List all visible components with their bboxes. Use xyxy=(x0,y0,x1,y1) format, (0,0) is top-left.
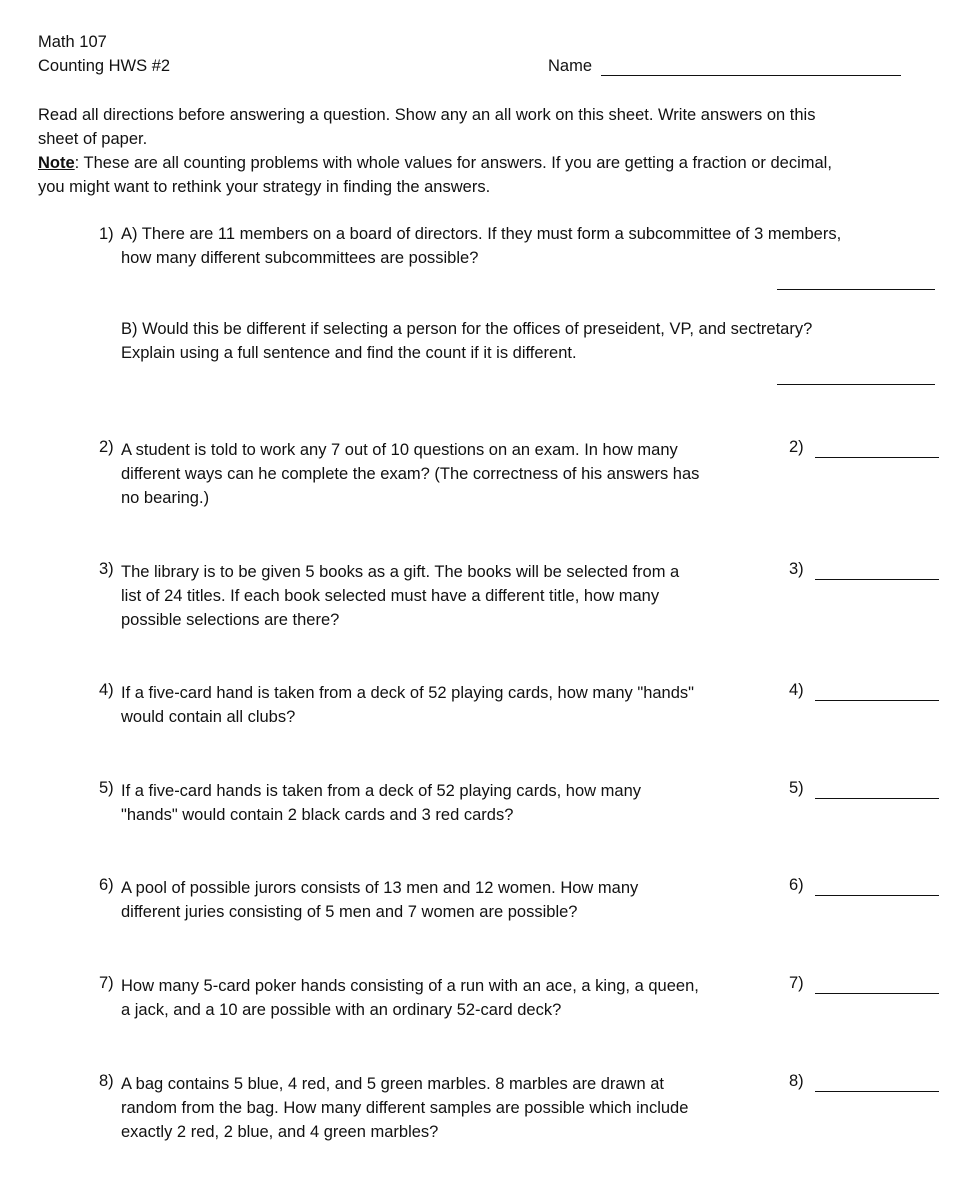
question-2-text xyxy=(121,438,699,510)
name-label: Name xyxy=(548,57,593,75)
question-2-line-3: no bearing.) xyxy=(121,489,210,507)
question-4-text xyxy=(121,681,694,729)
answer-label-7: 7) xyxy=(789,974,804,992)
answer-label-3: 3) xyxy=(789,560,804,578)
question-3-line-1: The library is to be given 5 books as a gift. The books will be selected from a xyxy=(121,563,680,581)
answer-label-5: 5) xyxy=(789,779,804,797)
answer-line-1a[interactable] xyxy=(777,289,935,290)
answer-label-8: 8) xyxy=(789,1072,804,1090)
question-5-text xyxy=(121,779,641,827)
answer-label-4: 4) xyxy=(789,681,804,699)
question-1-number: 1) xyxy=(99,225,114,243)
question-6-line-2: different juries consisting of 5 men and 7 women are possible? xyxy=(121,903,578,921)
question-2-line-1: A student is told to work any 7 out of 10 questions on an exam. In how many xyxy=(121,441,678,459)
directions-line-2: sheet of paper. xyxy=(38,130,148,148)
answer-label-6: 6) xyxy=(789,876,804,894)
question-4-number: 4) xyxy=(99,681,114,699)
note-label: Note xyxy=(38,154,75,172)
question-6-text xyxy=(121,876,638,924)
question-2-number: 2) xyxy=(99,438,114,456)
question-1a-text xyxy=(121,222,841,270)
question-7-line-2: a jack, and a 10 are possible with an ordinary 52-card deck? xyxy=(121,1001,562,1019)
question-1b-line-2: Explain using a full sentence and find the count if it is different. xyxy=(121,344,577,362)
question-8-text xyxy=(121,1072,688,1144)
question-8-number: 8) xyxy=(99,1072,114,1090)
note-text-1: : These are all counting problems with whole values for answers. If you are getting a fraction or decimal, xyxy=(74,154,832,172)
answer-line-5[interactable] xyxy=(815,798,939,799)
answer-line-2[interactable] xyxy=(815,457,939,458)
answer-line-3[interactable] xyxy=(815,579,939,580)
question-1a-line-1: A) There are 11 members on a board of directors. If they must form a subcommittee of 3 members, xyxy=(121,225,842,243)
question-1a-line-2: how many different subcommittees are possible? xyxy=(121,249,479,267)
answer-label-2: 2) xyxy=(789,438,804,456)
note-line-1 xyxy=(38,151,938,175)
question-1b-text xyxy=(121,317,812,365)
answer-line-7[interactable] xyxy=(815,993,939,994)
question-3-line-3: possible selections are there? xyxy=(121,611,340,629)
answer-line-8[interactable] xyxy=(815,1091,939,1092)
question-1b-line-1: B) Would this be different if selecting a person for the offices of preseident, VP, and sectretary? xyxy=(121,320,813,338)
note-line-2: you might want to rethink your strategy in finding the answers. xyxy=(38,178,491,196)
question-4-line-2: would contain all clubs? xyxy=(121,708,296,726)
directions xyxy=(38,103,938,199)
question-7-number: 7) xyxy=(99,974,114,992)
question-8-line-3: exactly 2 red, 2 blue, and 4 green marbles? xyxy=(121,1123,439,1141)
question-7-line-1: How many 5-card poker hands consisting of a run with an ace, a king, a queen, xyxy=(121,977,699,995)
assignment-title: Counting HWS #2 xyxy=(38,57,171,75)
question-2-line-2: different ways can he complete the exam? (The correctness of his answers has xyxy=(121,465,700,483)
answer-line-6[interactable] xyxy=(815,895,939,896)
question-7-text xyxy=(121,974,699,1022)
name-answer-line[interactable] xyxy=(601,75,901,76)
question-5-line-1: If a five-card hands is taken from a deck of 52 playing cards, how many xyxy=(121,782,642,800)
question-5-line-2: "hands" would contain 2 black cards and 3 red cards? xyxy=(121,806,514,824)
question-6-line-1: A pool of possible jurors consists of 13 men and 12 women. How many xyxy=(121,879,639,897)
question-3-text xyxy=(121,560,679,632)
question-4-line-1: If a five-card hand is taken from a deck of 52 playing cards, how many "hands" xyxy=(121,684,695,702)
question-8-line-1: A bag contains 5 blue, 4 red, and 5 green marbles. 8 marbles are drawn at xyxy=(121,1075,664,1093)
answer-line-4[interactable] xyxy=(815,700,939,701)
question-3-number: 3) xyxy=(99,560,114,578)
question-6-number: 6) xyxy=(99,876,114,894)
question-3-line-2: list of 24 titles. If each book selected must have a different title, how many xyxy=(121,587,660,605)
course-title: Math 107 xyxy=(38,33,107,51)
directions-line-1: Read all directions before answering a question. Show any an all work on this sheet. Write answers on this xyxy=(38,106,816,124)
question-5-number: 5) xyxy=(99,779,114,797)
question-8-line-2: random from the bag. How many different samples are possible which include xyxy=(121,1099,689,1117)
answer-line-1b[interactable] xyxy=(777,384,935,385)
